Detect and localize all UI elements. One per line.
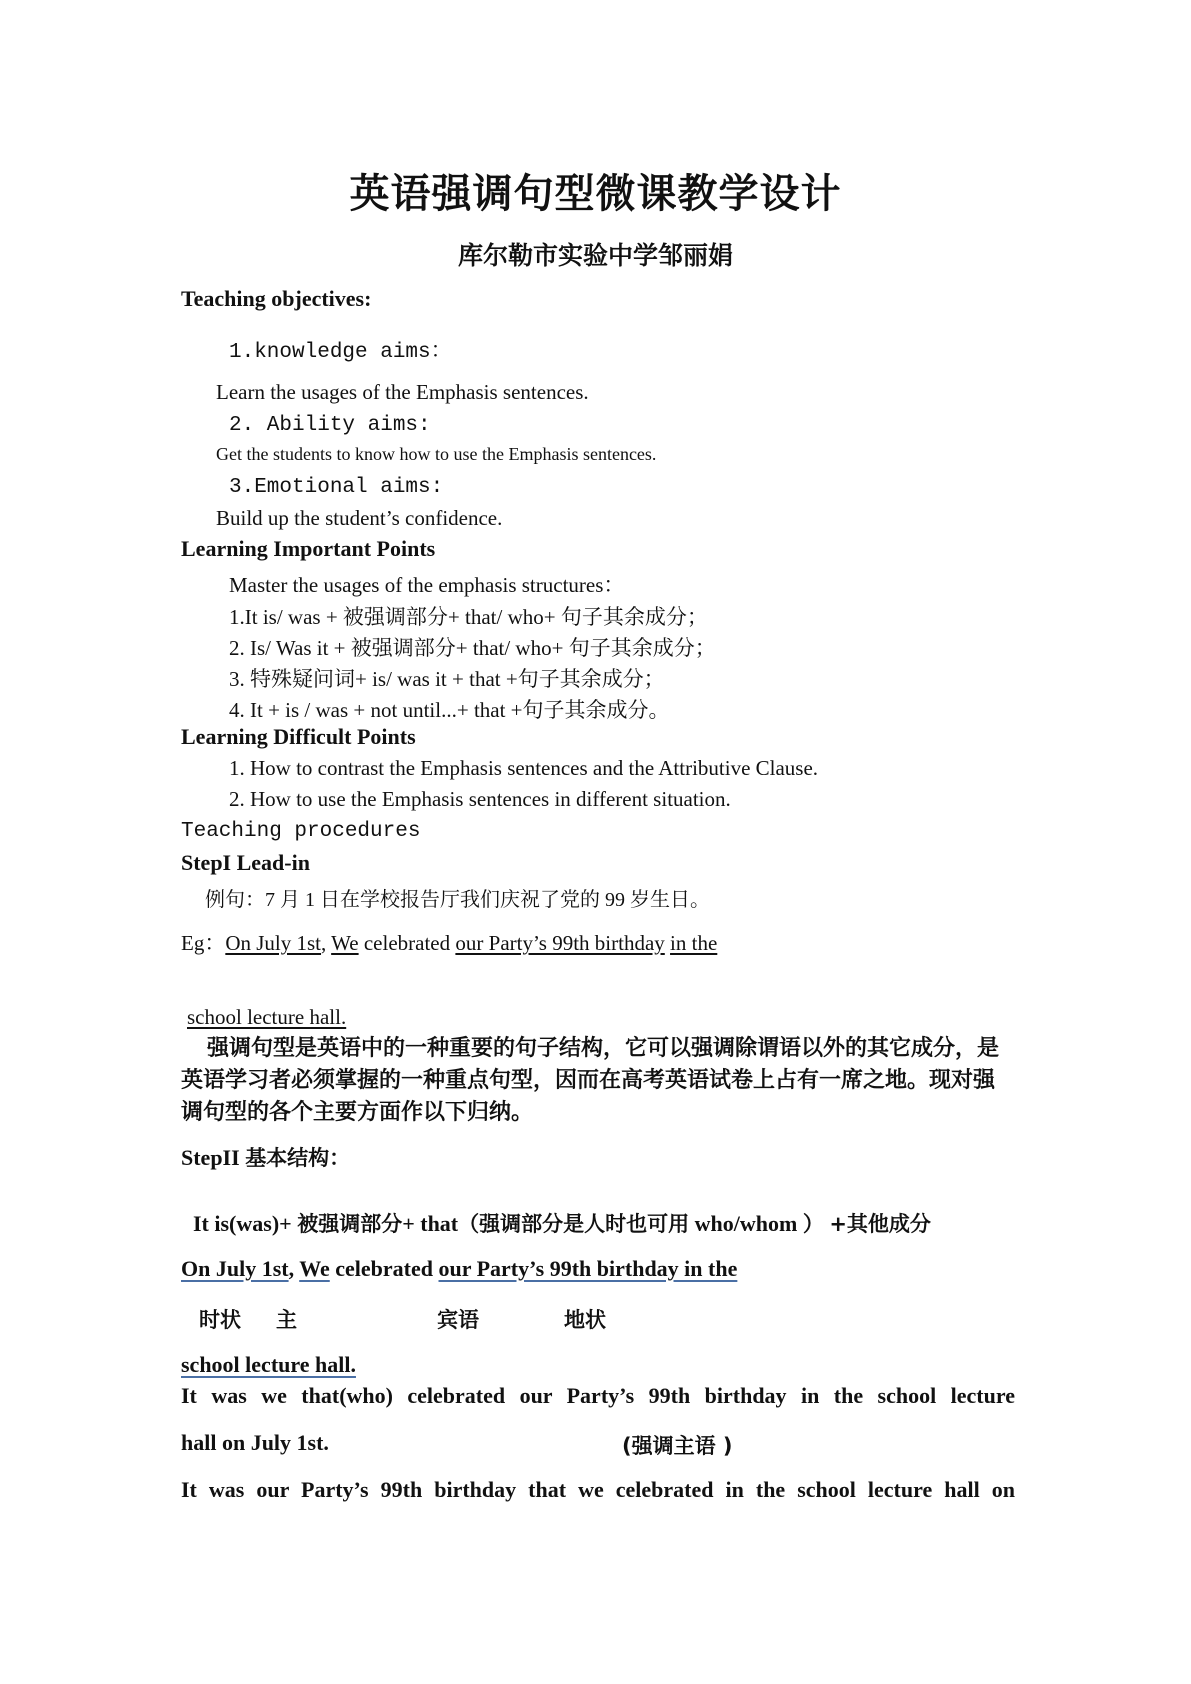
- example-sentence: [181, 927, 717, 957]
- eg-label: Eg：: [181, 931, 226, 955]
- difficult-point-item: 1. How to contrast the Emphasis sentences and the Attributive Clause.: [229, 756, 819, 780]
- label-object: 宾语: [437, 1308, 479, 1332]
- eg-subject: We: [331, 931, 359, 955]
- important-point-item: 2. Is/ Was it + 被强调部分+ that/ who+ 句子其余成分；: [229, 636, 716, 660]
- formula-part: （强调部分是人时也可用: [458, 1212, 690, 1236]
- emphasis-sentence-2: It was our Party’s 99th birthday that we celebrated in the school lecture hall on: [181, 1477, 1015, 1502]
- ex-time: On July 1st: [181, 1256, 289, 1281]
- ex-comma: ,: [288, 1256, 295, 1281]
- eg-time: On July 1st: [225, 931, 322, 955]
- eg-comma: ,: [321, 931, 327, 955]
- label-subject: 主: [276, 1308, 297, 1332]
- ex-object-place: our Party’s 99th birthday in the: [438, 1256, 738, 1281]
- intro-paragraph: 强调句型是英语中的一种重要的句子结构，它可以强调除谓语以外的其它成分，是英语学习者必须掌握的一种重点句型，因而在高考英语试卷上占有一席之地。现对强调句型的各个主要方面作以下归纳。: [181, 1036, 1000, 1125]
- example-chinese: 例句：7 月 1 日在学校报告厅我们庆祝了党的 99 岁生日。: [205, 889, 710, 911]
- document-author: 库尔勒市实验中学邹丽娟: [457, 241, 733, 270]
- formula-part: who/whom: [694, 1211, 798, 1236]
- step2-heading: [181, 1142, 350, 1172]
- important-points-intro: Master the usages of the emphasis structures：: [229, 573, 625, 597]
- label-place: 地状: [564, 1308, 606, 1332]
- important-point-item: 1.It is/ was + 被强调部分+ that/ who+ 句子其余成分；: [229, 605, 708, 629]
- formula-part: + that: [402, 1211, 459, 1236]
- emotional-aims-text: Build up the student’s confidence.: [216, 506, 503, 530]
- ability-aims-label: 2. Ability aims:: [229, 414, 431, 437]
- label-time: 时状: [199, 1308, 241, 1332]
- step2-heading-cn: 基本结构：: [245, 1146, 351, 1170]
- eg-object: our Party’s 99th birthday: [455, 931, 665, 955]
- document-title: 英语强调句型微课教学设计: [349, 171, 842, 217]
- important-points-heading: Learning Important Points: [181, 536, 436, 561]
- important-point-item: 3. 特殊疑问词+ is/ was it + that +句子其余成分；: [229, 667, 665, 691]
- knowledge-aims-label: 1.knowledge aims：: [229, 341, 452, 364]
- step2-heading-en: StepII: [181, 1145, 240, 1170]
- eg-place: in the: [670, 931, 718, 955]
- step2-example-continued: [181, 1352, 356, 1378]
- emotional-aims-label: 3.Emotional aims:: [229, 476, 444, 499]
- formula-part: 被强调部分: [297, 1212, 403, 1236]
- ex-subject: We: [299, 1256, 330, 1281]
- structure-formula: [193, 1208, 931, 1238]
- ability-aims-text: Get the students to know how to use the Emphasis sentences.: [216, 444, 657, 464]
- step1-heading: StepI Lead-in: [181, 850, 310, 875]
- emphasis-note: (强调主语 ): [622, 1434, 733, 1458]
- important-point-item: 4. It + is / was + not until...+ that +句子其余成分。: [229, 698, 670, 722]
- objectives-heading: Teaching objectives:: [181, 286, 372, 311]
- formula-part: +其他成分: [829, 1212, 931, 1236]
- difficult-point-item: 2. How to use the Emphasis sentences in different situation.: [229, 787, 731, 811]
- emphasis-sentence-1-cont: hall on July 1st.: [181, 1430, 329, 1455]
- emphasis-sentence-1: It was we that(who) celebrated our Party’s 99th birthday in the school lecture: [181, 1383, 1015, 1408]
- eg-verb: celebrated: [363, 931, 451, 955]
- difficult-points-heading: Learning Difficult Points: [181, 724, 416, 749]
- formula-part: ）: [802, 1212, 824, 1236]
- ex-verb: celebrated: [335, 1256, 433, 1281]
- example-sentence-continued: [187, 1005, 346, 1030]
- knowledge-aims-text: Learn the usages of the Emphasis sentences.: [216, 380, 589, 404]
- formula-part: It is(was)+: [193, 1211, 292, 1236]
- eg-place-continued: school lecture hall.: [187, 1005, 347, 1029]
- ex-continued: school lecture hall.: [181, 1352, 356, 1377]
- procedures-heading: Teaching procedures: [181, 820, 421, 843]
- step2-example-sentence: [181, 1256, 737, 1282]
